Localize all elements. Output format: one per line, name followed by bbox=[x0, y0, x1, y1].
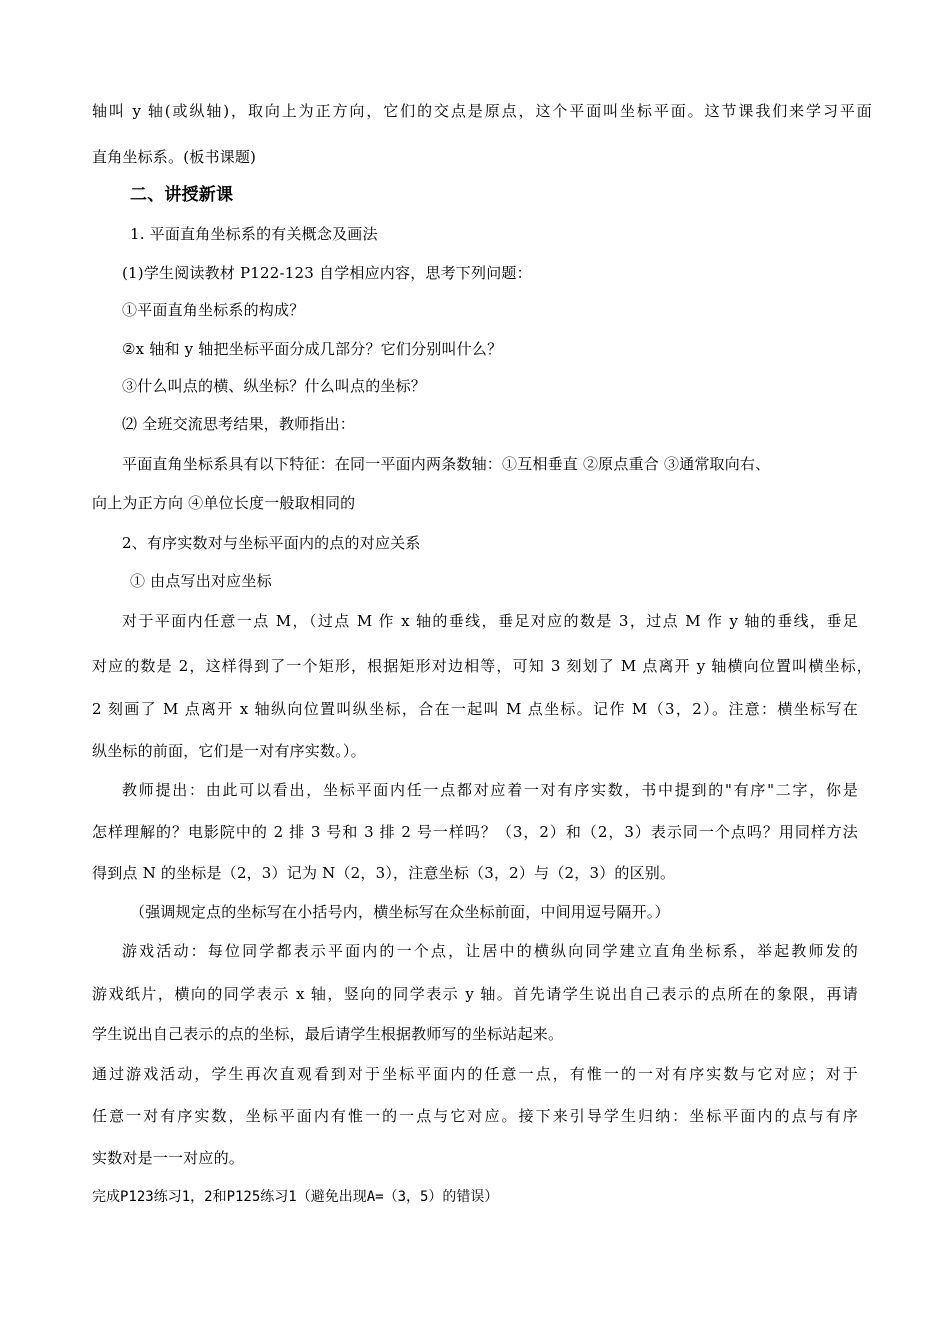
subsection-heading: 1. 平面直角坐标系的有关概念及画法 bbox=[130, 225, 378, 243]
question-item: ③什么叫点的横、纵坐标？什么叫点的坐标？ bbox=[122, 377, 427, 395]
body-text-line: 教师提出：由此可以看出，坐标平面内任一点都对应着一对有序实数，书中提到的"有序"二字，你是 bbox=[122, 781, 858, 799]
body-text-line: (1)学生阅读教材 P122-123 自学相应内容，思考下列问题： bbox=[122, 264, 532, 282]
body-text-line: 通过游戏活动，学生再次直观看到对于坐标平面内的任意一点，有惟一的一对有序实数与它对应；对于 bbox=[92, 1065, 858, 1083]
body-text-line: 纵坐标的前面，它们是一对有序实数。）。 bbox=[92, 742, 366, 760]
body-text-line: 对应的数是 2，这样得到了一个矩形，根据矩形对边相等，可知 3 刻划了 M 点离开 y 轴横向位置叫横坐标， bbox=[92, 657, 872, 675]
body-text-line: 游戏活动：每位同学都表示平面内的一个点，让居中的横纵向同学建立直角坐标系，举起教师发的 bbox=[122, 942, 858, 960]
body-text-line: 游戏纸片，横向的同学表示 x 轴，竖向的同学表示 y 轴。首先请学生说出自己表示的点所在的象限，再请 bbox=[92, 985, 858, 1003]
body-text-line: （强调规定点的坐标写在小括号内，横坐标写在众坐标前面，中间用逗号隔开。） bbox=[130, 903, 670, 921]
question-item: ①平面直角坐标系的构成？ bbox=[122, 301, 305, 319]
body-text-line: 向上为正方向 ④单位长度一般取相同的 bbox=[92, 494, 356, 512]
body-text-line: 2 刻画了 M 点离开 x 轴纵向位置叫纵坐标，合在一起叫 M 点坐标。记作 M（3，2）。注意：横坐标写在 bbox=[92, 700, 858, 718]
exercise-line: 完成P123练习1，2和P125练习1（避免出现A=（3，5）的错误） bbox=[92, 1189, 499, 1205]
body-text-line: 学生说出自己表示的点的坐标，最后请学生根据教师写的坐标站起来。 bbox=[92, 1025, 564, 1043]
body-text-line: 直角坐标系。(板书课题) bbox=[92, 148, 257, 166]
subsection-heading: 2、有序实数对与坐标平面内的点的对应关系 bbox=[122, 534, 421, 552]
section-heading: 二、讲授新课 bbox=[130, 185, 234, 205]
body-text-line: 平面直角坐标系具有以下特征：在同一平面内两条数轴：①互相垂直 ②原点重合 ③通常取向右、 bbox=[122, 455, 771, 473]
question-item: ②x 轴和 y 轴把坐标平面分成几部分？它们分别叫什么？ bbox=[122, 340, 503, 358]
body-text-line: 对于平面内任意一点 M，（过点 M 作 x 轴的垂线，垂足对应的数是 3，过点 M 作 y 轴的垂线，垂足 bbox=[122, 612, 858, 630]
body-text-line: 怎样理解的？电影院中的 2 排 3 号和 3 排 2 号一样吗？（3，2）和（2，3）表示同一个点吗？用同样方法 bbox=[92, 823, 858, 841]
body-text-line: 轴叫 y 轴(或纵轴)，取向上为正方向，它们的交点是原点，这个平面叫坐标平面。这节课我们来学习平面 bbox=[92, 102, 872, 120]
body-text-line: 任意一对有序实数，坐标平面内有惟一的一点与它对应。接下来引导学生归纳：坐标平面内的点与有序 bbox=[92, 1107, 858, 1125]
list-item-heading: ① 由点写出对应坐标 bbox=[130, 572, 272, 590]
body-text-line: 实数对是一一对应的。 bbox=[92, 1149, 245, 1167]
body-text-line: 得到点 N 的坐标是（2，3）记为 N（2，3），注意坐标（3，2）与（2，3）的区别。 bbox=[92, 864, 676, 882]
body-text-line: ⑵ 全班交流思考结果，教师指出： bbox=[122, 415, 355, 433]
